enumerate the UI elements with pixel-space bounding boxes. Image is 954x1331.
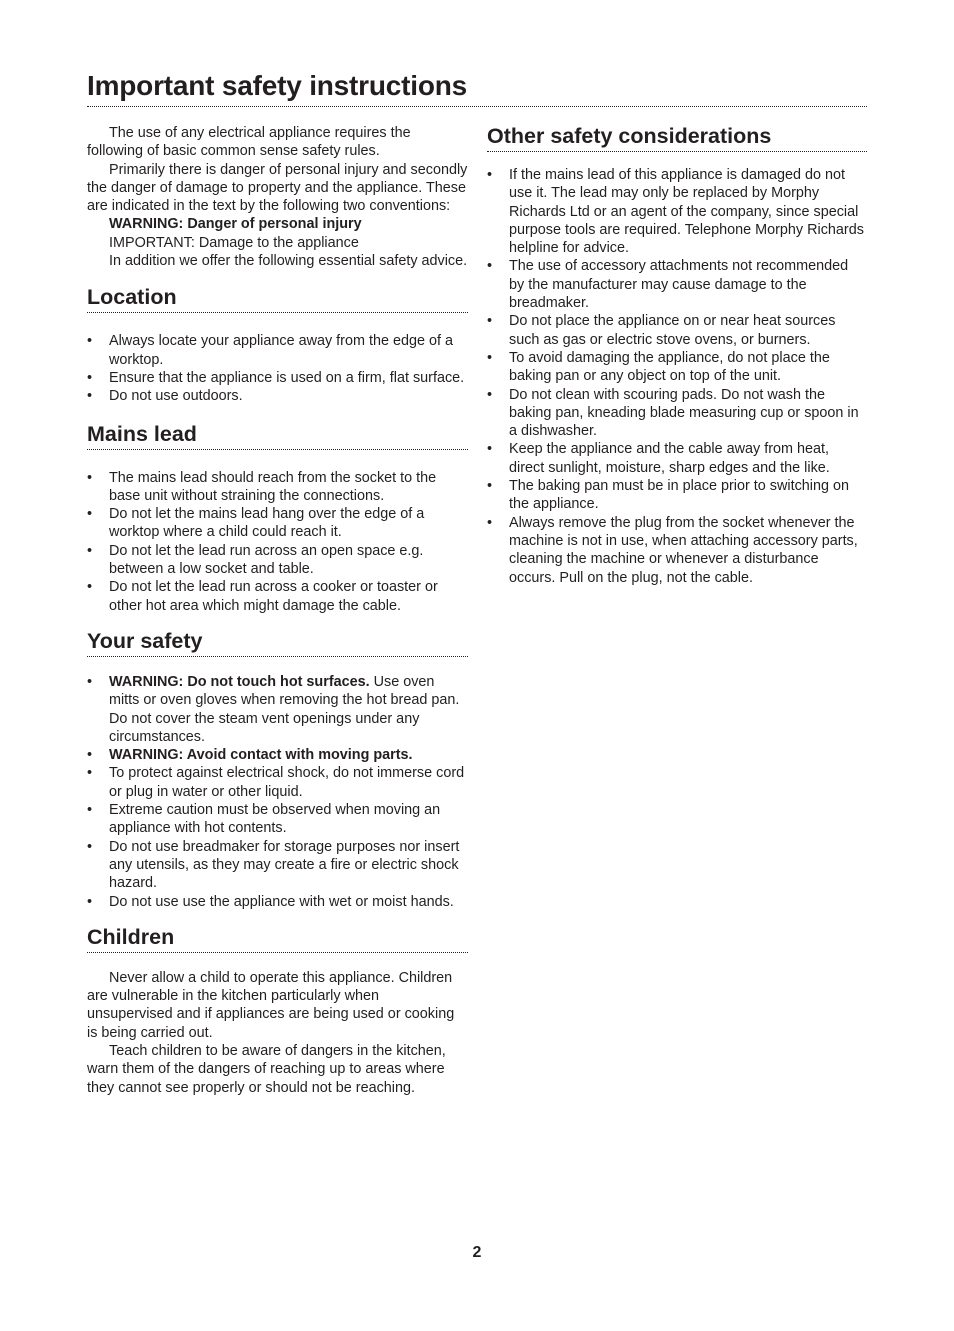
list-item-text: The baking pan must be in place prior to switching on the appliance. (509, 478, 849, 513)
list-item (487, 514, 867, 587)
other-safety-heading: Other safety considerations (487, 122, 867, 152)
list-item (87, 542, 468, 579)
bullet: • (487, 167, 493, 183)
list-item (487, 166, 867, 257)
warning-text: WARNING: Do not touch hot surfaces. (109, 673, 370, 690)
list-item-text: Do not use outdoors. (109, 388, 243, 405)
list-item-text: Extreme caution must be observed when moving an appliance with hot contents. (109, 802, 441, 837)
location-heading: Location (87, 283, 468, 313)
list-item-text: If the mains lead of this appliance is damaged do not use it. The lead may only be replaced by Morphy Richards Ltd or an agent of the company, since special purpose tools are required. Telephone Morphy Richards helpline for advice. (509, 167, 864, 257)
page-number: 2 (472, 1244, 482, 1261)
list-item (87, 578, 468, 615)
list-item-text: Always remove the plug from the socket whenever the machine is not in use, when attaching accessory parts, cleaning the machine or whenever a disturbance occurs. Pull on the plug, not the cable. (509, 514, 858, 586)
bullet: • (87, 369, 93, 386)
mains-lead-heading: Mains lead (87, 420, 468, 450)
bullet: • (87, 388, 93, 405)
list-item (87, 838, 468, 893)
list-item (87, 746, 468, 764)
intro-closing: In addition we offer the following essential safety advice. (109, 253, 468, 270)
list-item (87, 673, 468, 746)
intro-paragraph: The use of any electrical appliance requires the following of basic common sense safety rules. (87, 125, 411, 160)
location-list (87, 332, 468, 405)
list-item (87, 469, 468, 506)
list-item (87, 505, 468, 542)
list-item (87, 332, 468, 369)
list-item (87, 764, 468, 801)
bullet: • (487, 514, 493, 531)
children-paragraph: Teach children to be aware of dangers in the kitchen, warn them of the dangers of reaching up to areas where they cannot see properly or should not be reaching. (87, 1042, 446, 1096)
list-item-text: Always locate your appliance away from the edge of a worktop. (109, 333, 453, 368)
bullet: • (87, 469, 93, 486)
bullet: • (87, 333, 93, 350)
list-item-text: Do not use use the appliance with wet or moist hands. (109, 893, 454, 910)
list-item-text: To protect against electrical shock, do not immerse cord or plug in water or other liquid. (109, 765, 465, 800)
bullet: • (87, 893, 93, 910)
warning-convention: WARNING: Danger of personal injury (109, 216, 362, 233)
intro-paragraph: Primarily there is danger of personal injury and secondly the danger of damage to property and the appliance. These are indicated in the text by the following two conventions: (87, 161, 468, 215)
list-item (487, 257, 867, 312)
list-item (487, 349, 867, 386)
your-safety-list (87, 673, 468, 911)
your-safety-heading: Your safety (87, 627, 468, 657)
bullet: • (487, 386, 493, 403)
bullet: • (487, 478, 493, 495)
list-item-text: Ensure that the appliance is used on a firm, flat surface. (109, 369, 465, 386)
bullet: • (487, 313, 493, 330)
warning-text: WARNING: Avoid contact with moving parts. (109, 747, 413, 764)
list-item (87, 369, 468, 387)
bullet: • (87, 673, 93, 690)
list-item (487, 312, 867, 349)
list-item (87, 893, 468, 911)
list-item-text: Do not let the lead run across a cooker or toaster or other hot area which might damage the cable. (109, 579, 438, 614)
bullet: • (487, 441, 493, 458)
other-safety-list (487, 166, 867, 587)
list-item-text: The mains lead should reach from the socket to the base unit without straining the connections. (109, 469, 437, 504)
bullet: • (487, 258, 493, 275)
list-item (87, 801, 468, 838)
page-title: Important safety instructions (87, 68, 867, 107)
list-item-text: The use of accessory attachments not recommended by the manufacturer may cause damage to the breadmaker. (509, 258, 849, 312)
left-column (87, 124, 468, 1097)
bullet: • (87, 802, 93, 819)
list-item (487, 440, 867, 477)
list-item-text: Do not let the lead run across an open space e.g. between a low socket and table. (109, 542, 424, 578)
intro-section (87, 124, 468, 270)
bullet: • (87, 838, 93, 855)
bullet: • (487, 349, 493, 366)
children-heading: Children (87, 923, 468, 953)
bullet: • (87, 765, 93, 782)
list-item-text: Use oven mitts or oven gloves when removing the hot bread pan. Do not cover the steam vent openings under any circumstances. (109, 673, 460, 745)
list-item (487, 477, 867, 514)
important-convention: IMPORTANT: Damage to the appliance (109, 234, 359, 251)
children-paragraph: Never allow a child to operate this appliance. Children are vulnerable in the kitchen particularly when unsupervised and if appliances are being used or cooking is being carried out. (87, 969, 455, 1041)
list-item-text: Do not let the mains lead hang over the edge of a worktop where a child could reach it. (109, 506, 425, 541)
list-item-text: Do not clean with scouring pads. Do not wash the baking pan, kneading blade measuring cup or spoon in a dishwasher. (509, 386, 859, 440)
bullet: • (87, 747, 93, 764)
bullet: • (87, 579, 93, 596)
right-column (487, 122, 867, 587)
list-item (487, 386, 867, 441)
list-item (87, 387, 468, 405)
list-item-text: Do not place the appliance on or near heat sources such as gas or electric stove ovens, or burners. (509, 313, 836, 348)
bullet: • (87, 542, 93, 559)
bullet: • (87, 506, 93, 523)
list-item-text: To avoid damaging the appliance, do not place the baking pan or any object on top of the unit. (509, 349, 830, 385)
list-item-text: Keep the appliance and the cable away from heat, direct sunlight, moisture, sharp edges and the like. (509, 441, 830, 476)
list-item-text: Do not use breadmaker for storage purposes nor insert any utensils, as they may create a fire or electric shock hazard. (109, 838, 460, 892)
mains-lead-list (87, 469, 468, 615)
